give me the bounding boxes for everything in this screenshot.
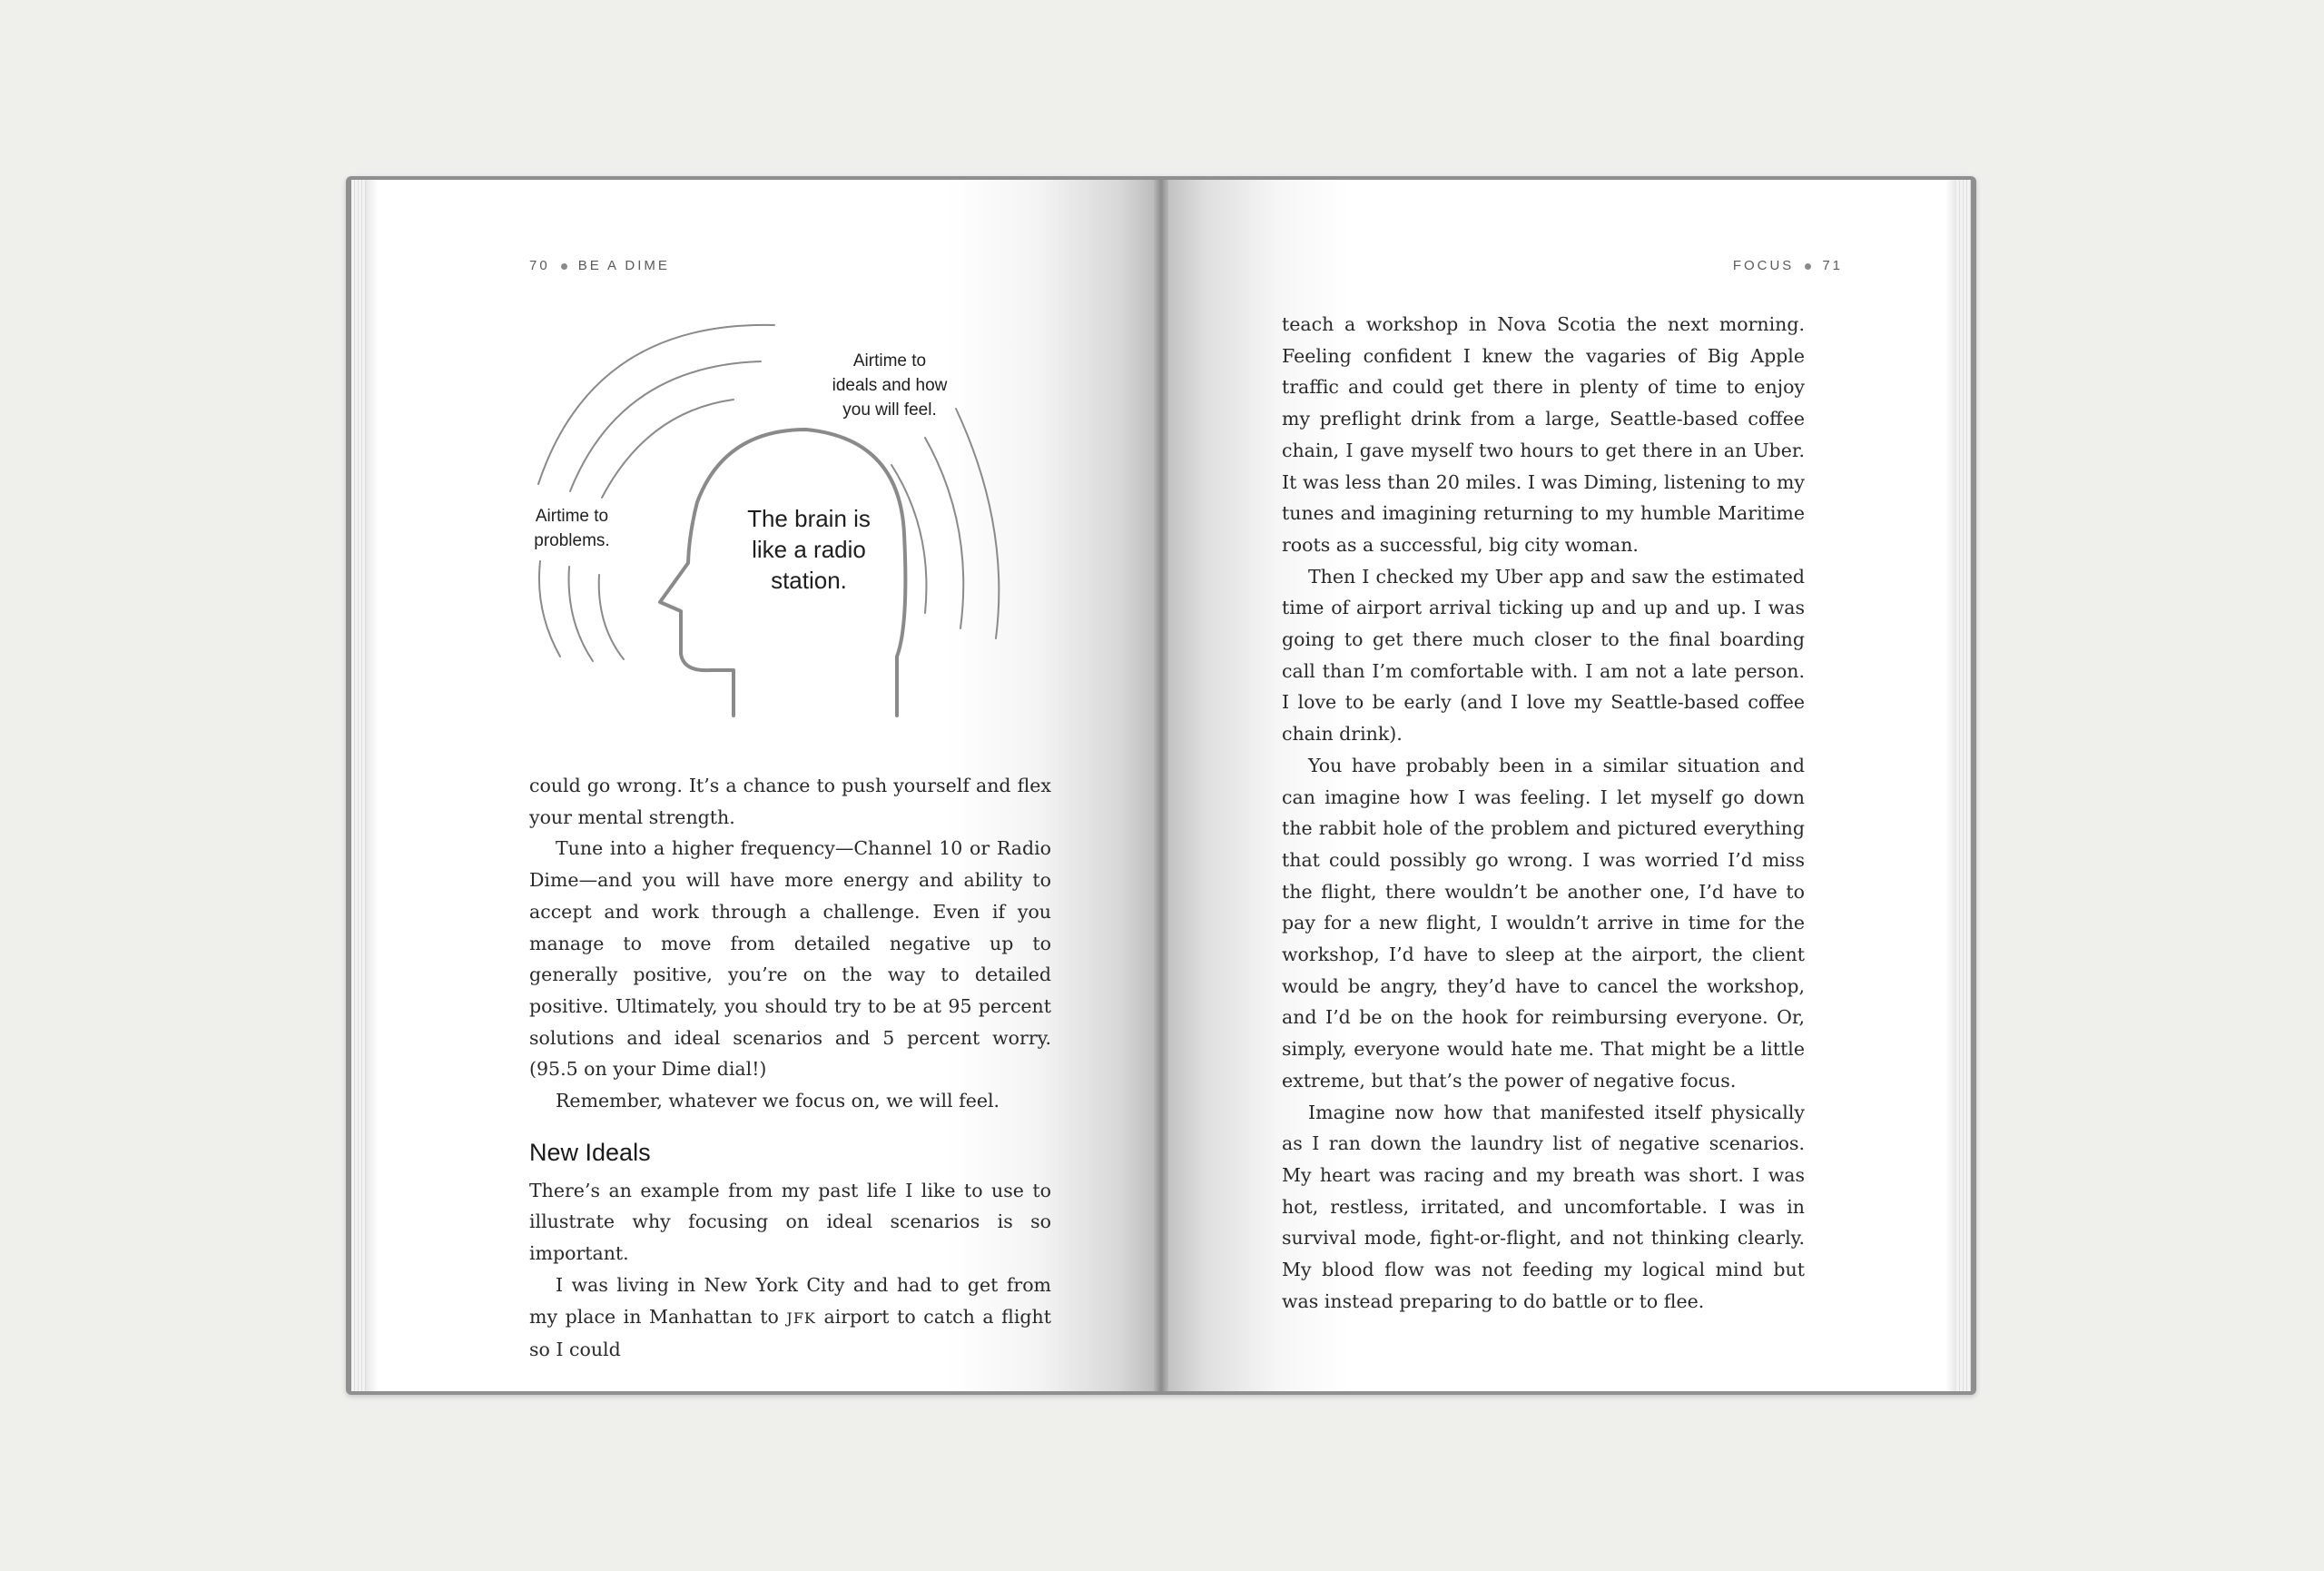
wave-arc (599, 575, 624, 659)
open-book (346, 176, 1976, 1395)
separator-dot (1805, 263, 1811, 270)
figure-ideals-label (822, 349, 958, 422)
figure-problems-label (522, 504, 622, 553)
left-body-text (529, 770, 1051, 1366)
wave-arc (925, 438, 963, 628)
section-heading: New Ideals (529, 1138, 651, 1166)
problems-label-line: problems. (534, 531, 610, 550)
center-label-line: station. (771, 567, 847, 594)
paragraph: teach a workshop in Nova Scotia the next morning. Feeling confident I knew the vagaries of Big Apple traffic and could get there in plenty of time to enjoy my preflight drink from a large, Seattle-based coffee chain, I gave myself two hours to get there in an Uber. It was less than 20 miles. I was Diming, listening to my tunes and imagining returning to my humble Maritime roots as a successful, big city woman. (1282, 313, 1805, 556)
paragraph: Imagine now how that manifested itself physically as I ran down the laundry list of negative scenarios. My heart was racing and my breath was short. I was hot, restless, irritated, and uncomfortable. I was in survival mode, fight-or-flight, and not thinking clearly. My blood flow was not feeding my logical mind but was instead preparing to do battle or to flee. (1282, 1101, 1805, 1312)
separator-dot (561, 263, 567, 270)
center-label-line: The brain is (747, 505, 871, 532)
page-number-left: 70 (529, 258, 550, 273)
paragraph: Tune into a higher frequency—Channel 10 or Radio Dime—and you will have more energy and ability to accept and work through a challenge. Even if you manage to move from detailed negative up to generally positive, you’re on the way to detailed positive. Ultimately, you should try to be at 95 percent solutions and ideal scenarios and 5 percent worry. (95.5 on your Dime dial!) (529, 837, 1051, 1081)
acronym-jfk: JFK (786, 1309, 816, 1327)
wave-arc (570, 361, 761, 491)
wave-arc (891, 465, 926, 613)
left-page (366, 180, 1154, 1391)
ideals-label-line: ideals and how (832, 376, 948, 395)
ideals-label-line: Airtime to (852, 351, 927, 371)
page-edges-right (1956, 180, 1971, 1391)
right-page (1168, 180, 1956, 1391)
figure-center-label (723, 503, 895, 596)
paragraph: You have probably been in a similar situation and can imagine how I was feeling. I let myself go down the rabbit hole of the problem and pictured everything that could possibly go wrong. I was worried I’d miss the flight, there wouldn’t be another one, I’d have to pay for a new flight, I wouldn’t arrive in time for the workshop, I’d have to sleep at the airport, the client would be angry, they’d have to cancel the workshop, and I’d be on the hook for reimbursing everyone. Or, simply, everyone would hate me. That might be a little extreme, but that’s the power of negative focus. (1282, 754, 1805, 1092)
running-head-right (1733, 258, 1843, 273)
paragraph-text: I was living in New York City and had to get from my place in Manhattan to (529, 1273, 1051, 1328)
paragraph (529, 1270, 1051, 1366)
book-spine (1154, 180, 1168, 1391)
wave-arc (569, 567, 593, 661)
page-number-right: 71 (1822, 258, 1843, 273)
radio-brain-figure (529, 298, 1092, 752)
chapter-title: FOCUS (1732, 258, 1795, 273)
paragraph: Then I checked my Uber app and saw the estimated time of airport arrival ticking up and up and up. I was going to get there much closer to the final boarding call than I’m comfortable with. I am not a late person. I love to be early (and I love my Seattle-based coffee chain drink). (1282, 565, 1805, 746)
paragraph: There’s an example from my past life I like to use to illustrate why focusing on ideal scenarios is so important. (529, 1179, 1051, 1265)
paragraph: could go wrong. It’s a chance to push yourself and flex your mental strength. (529, 775, 1051, 828)
running-head-left (529, 258, 670, 273)
page-edges-left (351, 180, 366, 1391)
paragraph-text: airport to catch a flight so I could (529, 1305, 1051, 1361)
paragraph: Remember, whatever we focus on, we will feel. (556, 1090, 1000, 1112)
problems-label-line: Airtime to (535, 507, 609, 526)
wave-arc (538, 325, 774, 484)
center-label-line: like a radio (752, 536, 866, 563)
right-body-text (1282, 309, 1805, 1318)
wave-arc (539, 561, 560, 657)
book-title: BE A DIME (577, 258, 670, 273)
ideals-label-line: you will feel. (842, 400, 937, 420)
